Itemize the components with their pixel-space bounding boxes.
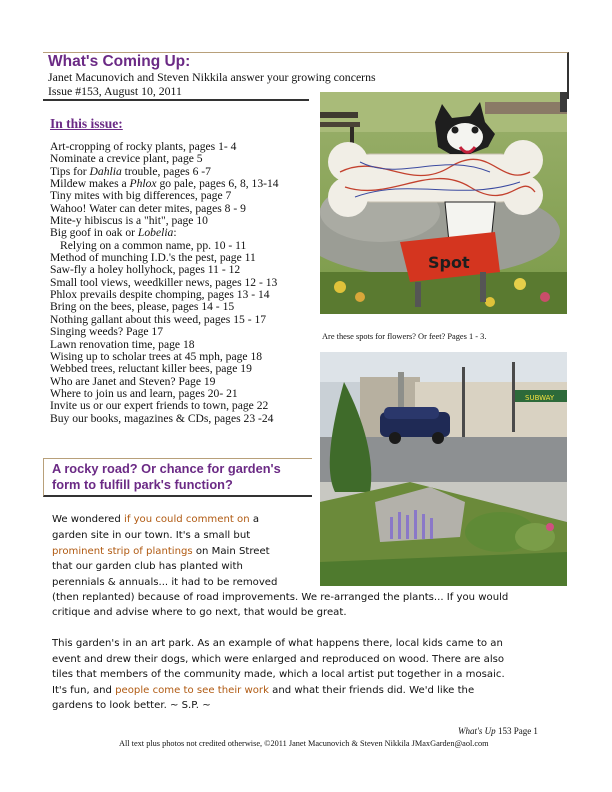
body-line: critique and advise where to go next, that would be great.: [52, 607, 347, 618]
contents-item[interactable]: Invite us or our expert friends to town, page 22: [50, 399, 269, 413]
contents-item[interactable]: Mildew makes a Phlox go pale, pages 6, 8, 13-14: [50, 177, 279, 191]
masthead-divider: [43, 99, 309, 101]
contents-item[interactable]: Method of munching I.D.'s the pest, page 11: [50, 251, 256, 265]
newsletter-subtitle: Janet Macunovich and Steven Nikkila answer your growing concerns: [48, 70, 376, 84]
contents-item[interactable]: Webbed trees, reluctant killer bees, page 19: [50, 362, 252, 376]
article-headline: [52, 461, 308, 492]
photo-caption: Are these spots for flowers? Or feet? Pages 1 - 3.: [322, 332, 487, 341]
highlight-link[interactable]: people come to see their work: [115, 685, 269, 696]
street-garden-photo: [320, 352, 567, 586]
body-line: It's fun, and people come to see their work and what their friends did. We'd like the: [52, 685, 475, 696]
contents-item[interactable]: Lawn renovation time, page 18: [50, 337, 195, 351]
contents-heading: In this issue:: [50, 116, 123, 131]
issue-line: Issue #153, August 10, 2011: [48, 84, 182, 98]
contents-item[interactable]: Mite-y hibiscus is a "hit", page 10: [50, 214, 208, 228]
body-line: perennials & annuals... it had to be removed: [52, 577, 278, 588]
contents-item[interactable]: Where to join us and learn, pages 20- 21: [50, 386, 238, 400]
body-line: (then replanted) because of road improvements. We re-arranged the plants... If you would: [52, 592, 509, 603]
page-number: What's Up 153 Page 1: [458, 726, 538, 736]
body-line: gardens to look better. ~ S.P. ~: [52, 700, 211, 711]
copyright-line: All text plus photos not credited otherwise, ©2011 Janet Macunovich & Steven Nikkila JMaxGarden@aol.com: [119, 739, 489, 748]
highlight-link[interactable]: prominent strip of plantings: [52, 546, 193, 557]
spot-sign-text: Spot: [428, 253, 470, 272]
contents-item[interactable]: Phlox prevails despite chomping, pages 13 - 14: [50, 288, 270, 302]
contents-item[interactable]: Art-cropping of rocky plants, pages 1- 4: [50, 140, 237, 153]
contents-item[interactable]: Relying on a common name, pp. 10 - 11: [60, 238, 247, 252]
contents-item[interactable]: Singing weeds? Page 17: [50, 325, 164, 339]
body-line: We wondered if you could comment on a: [52, 514, 260, 525]
newsletter-title: What's Coming Up:: [48, 53, 191, 70]
contents-item[interactable]: Big goof in oak or Lobelia:: [50, 226, 177, 240]
contents-item[interactable]: Tips for Dahlia trouble, pages 6 -7: [50, 164, 211, 178]
highlight-link[interactable]: if you could comment on: [124, 514, 250, 525]
dog-art-photo: [320, 92, 567, 314]
contents-item[interactable]: Wahoo! Water can deter mites, pages 8 - 9: [50, 201, 246, 215]
body-line: that our garden club has planted with: [52, 561, 243, 572]
body-line: event and drew their dogs, which were enlarged and reproduced on wood. There are also: [52, 654, 505, 665]
body-line: This garden's in an art park. As an example of what happens there, local kids came to an: [52, 638, 503, 649]
contents-item[interactable]: Small tool views, weedkiller news, pages 12 - 13: [50, 275, 278, 289]
contents-item[interactable]: Wising up to scholar trees at 45 mph, page 18: [50, 349, 263, 363]
body-line: garden site in our town. It's a small but: [52, 530, 251, 541]
contents-item[interactable]: Tiny mites with big differences, page 7: [50, 189, 232, 203]
contents-item[interactable]: Who are Janet and Steven? Page 19: [50, 374, 216, 388]
contents-item[interactable]: Nominate a crevice plant, page 5: [50, 152, 203, 166]
article-headline-line2: form to fulfill park's function?: [52, 476, 233, 492]
body-line: tiles that members of the community made, which a local artist put together in a mosaic.: [52, 669, 505, 680]
body-line: prominent strip of plantings on Main Street: [52, 546, 270, 557]
contents-item[interactable]: Buy our books, magazines & CDs, pages 23 -24: [50, 411, 274, 425]
article-headline-line1: A rocky road? Or chance for garden's: [52, 461, 281, 476]
contents-item[interactable]: Nothing gallant about this weed, pages 15 - 17: [50, 312, 267, 326]
subway-sign-text: SUBWAY: [525, 394, 555, 402]
contents-item[interactable]: Saw-fly a holey hollyhock, pages 11 - 12: [50, 263, 241, 277]
contents-item[interactable]: Bring on the bees, please, pages 14 - 15: [50, 300, 235, 314]
contents-list: [50, 141, 320, 425]
